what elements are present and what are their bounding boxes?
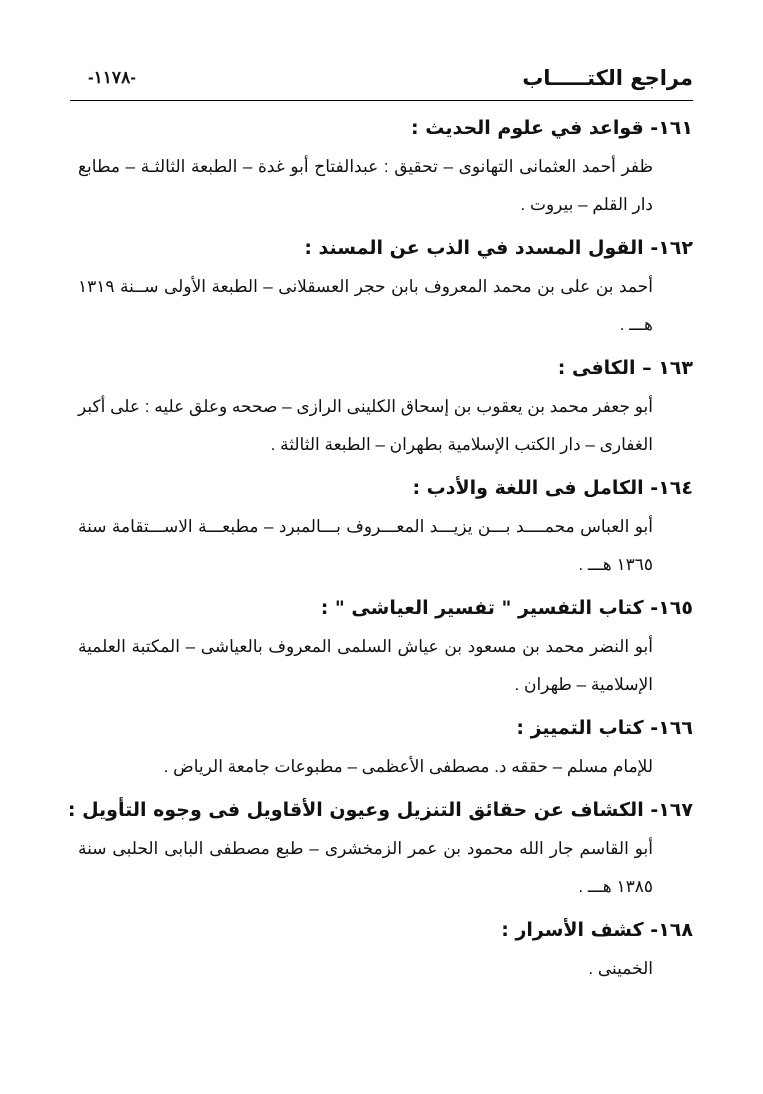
entry-title: ١٦٦- كتاب التمييز : (516, 717, 693, 739)
entry-title: ١٦٤- الكامل فى اللغة والأدب : (412, 477, 693, 499)
reference-entry-161 (78, 108, 693, 224)
entry-title: ١٦٢- القول المسدد في الذب عن المسند : (304, 237, 693, 259)
entry-body: أبو جعفر محمد بن يعقوب بن إسحاق الكلينى الرازى – صححه وعلق عليه : على أكبر الغفارى – دار الكتب الإسلامية بطهران – الطبعة الثالثة . (78, 397, 653, 454)
header-rule (70, 100, 693, 101)
entry-title: ١٦٥- كتاب التفسير " تفسير العياشى " : (320, 597, 693, 619)
reference-entry-167 (67, 790, 693, 906)
entry-body: أبو النضر محمد بن مسعود بن عياش السلمى المعروف بالعياشى – المكتبة العلمية الإسلامية – طهران . (78, 637, 653, 694)
reference-entry-164 (78, 468, 693, 584)
entry-body: أحمد بن على بن محمد المعروف بابن حجر العسقلانى – الطبعة الأولى ســنة ١٣١٩ هـــ . (78, 277, 653, 334)
entry-body: للإمام مسلم – حققه د. مصطفى الأعظمى – مطبوعات جامعة الرياض . (163, 757, 653, 776)
reference-entry-166 (78, 708, 693, 786)
entry-title: ١٦١- قواعد في علوم الحديث : (411, 117, 693, 139)
reference-list (67, 108, 693, 992)
entry-body: ظفر أحمد العثمانى التهانوى – تحقيق : عبدالفتاح أبو غدة – الطبعة الثالثـة – مطابع دار القلم – بيروت . (78, 157, 653, 214)
reference-entry-168 (78, 910, 693, 988)
reference-entry-165 (78, 588, 693, 704)
reference-entry-162 (78, 228, 693, 344)
entry-body: أبو القاسم جار الله محمود بن عمر الزمخشرى – طبع مصطفى البابى الحلبى سنة ١٣٨٥ هـــ . (78, 839, 653, 896)
reference-entry-163 (78, 348, 693, 464)
entry-title: ١٦٧- الكشاف عن حقائق التنزيل وعيون الأقاويل فى وجوه التأويل : (67, 799, 693, 821)
entry-body: الخمينى . (588, 959, 653, 978)
running-title: مراجع الكتـــــاب (522, 66, 693, 90)
entry-body: أبو العباس محمــــد بـــن يزيـــد المعـــروف بـــالمبرد – مطبعـــة الاســـتقامة سنة ١٣٦٥ هـــ . (78, 517, 653, 574)
page-number: -١١٧٨- (88, 68, 136, 87)
entry-title: ١٦٨- كشف الأسرار : (501, 919, 693, 941)
page-header (70, 62, 693, 100)
entry-title: ١٦٣ – الكافى : (557, 357, 693, 379)
